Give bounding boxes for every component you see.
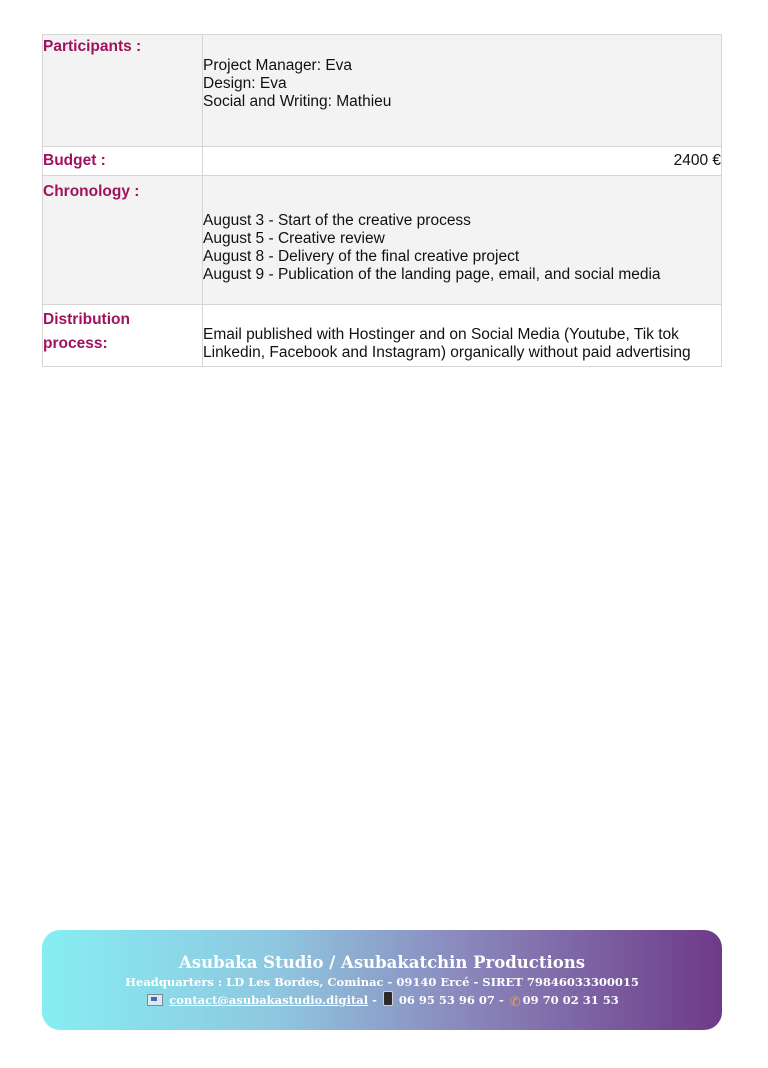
distribution-row [43,305,722,367]
separator: - [372,993,377,1007]
chronology-line: August 5 - Creative review [203,230,385,247]
chronology-line: August 9 - Publication of the landing page, email, and social media [203,266,661,283]
email-link[interactable]: contact@asubakastudio.digital [169,993,369,1007]
footer-headquarters: Headquarters : LD Les Bordes, Cominac - 09140 Ercé - SIRET 79846033300015 [125,975,639,989]
participants-row [43,35,722,147]
participant-line: Social and Writing: Mathieu [203,93,392,110]
participants-value [203,35,722,147]
distribution-line: Email published with Hostinger and on Social Media (Youtube, Tik tok [203,326,679,343]
distribution-value [203,305,722,367]
distribution-label-line: Distribution [43,311,130,328]
budget-row [43,147,722,176]
participant-line: Design: Eva [203,75,287,92]
budget-label: Budget : [43,147,203,176]
mobile-phone-icon [383,991,393,1006]
email-icon [147,994,163,1006]
participant-line: Project Manager: Eva [203,57,353,74]
footer-title: Asubaka Studio / Asubakatchin Productions [178,953,586,972]
distribution-label-line: process: [43,335,108,352]
budget-value: 2400 € [203,147,722,176]
company-footer [42,930,722,1030]
chronology-line: August 3 - Start of the creative process [203,212,471,229]
chronology-line: August 8 - Delivery of the final creative project [203,248,520,265]
phone-number: 09 70 02 31 53 [522,993,619,1007]
distribution-label [43,305,203,367]
distribution-line: Linkedin, Facebook and Instagram) organically without paid advertising [203,344,691,361]
separator: - [498,993,504,1007]
mobile-number: 06 95 53 96 07 [398,993,495,1007]
footer-contact [42,991,722,1010]
participants-label: Participants : [43,35,203,147]
chronology-label: Chronology : [43,176,203,305]
chronology-value [203,176,722,305]
chronology-row [43,176,722,305]
project-details-table [42,34,722,367]
telephone-icon: ✆ [509,995,521,1010]
